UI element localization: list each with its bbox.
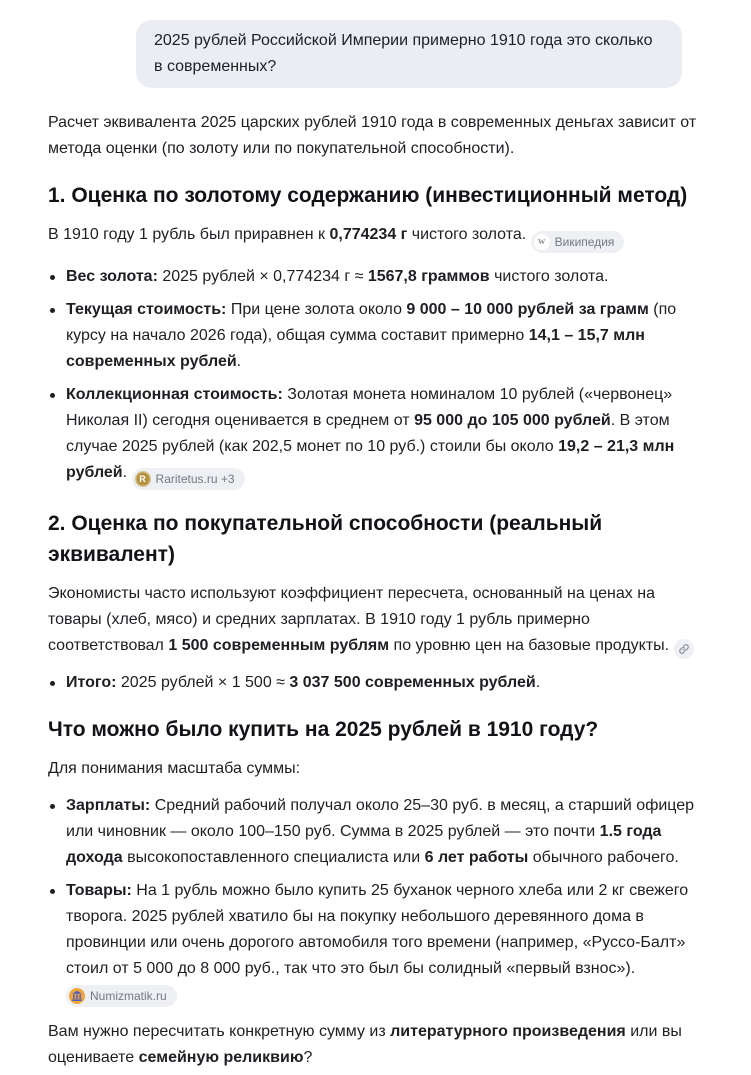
source-badge-wikipedia[interactable] (531, 231, 625, 253)
source-badge-raritetus[interactable] (132, 468, 245, 490)
source-badge-label: Numizmatik.ru (90, 989, 167, 1003)
section-heading: 2. Оценка по покупательной способности (реальный эквивалент) (48, 512, 603, 566)
answer-paragraph: Для понимания масштаба суммы: (48, 760, 301, 777)
bullet-item: Коллекционная стоимость: Золотая монета номиналом 10 рублей («червонец» Николая II) сегодня оценивается в среднем от 95 000 до 105 000 рублей. В этом случае 2025 рублей (как 202,5 монет по 10 руб.) стоили бы около 19,2 – 21,3 млн рублей. R Raritetus.ru +3 (48, 382, 706, 490)
coin-icon: R (135, 471, 151, 487)
source-badge-label: Википедия (554, 235, 615, 249)
answer-paragraph: Вам нужно пересчитать конкретную сумму из литературного произведения или вы оцениваете семейную реликвию? (48, 1023, 682, 1066)
user-message-row (48, 20, 706, 88)
source-badge-numizmatik[interactable] (66, 985, 177, 1007)
answer-paragraph: В 1910 году 1 рубль был приравнен к 0,774234 г чистого золота. w Википедия (48, 222, 706, 253)
section-heading: 1. Оценка по золотому содержанию (инвестиционный метод) (48, 184, 688, 207)
answer-paragraph: Экономисты часто используют коэффициент пересчета, основанный на ценах на товары (хлеб, мясо) и средних зарплатах. В 1910 году 1 рубль примерно соответствовал 1 500 современным рублям по уровню цен на базовые продукты. (48, 581, 706, 659)
bank-icon (69, 988, 85, 1004)
bullet-item: Текущая стоимость: При цене золота около 9 000 – 10 000 рублей за грамм (по курсу на начало 2026 года), общая сумма составит примерно 14,1 – 15,7 млн современных рублей. (48, 297, 706, 375)
link-icon[interactable] (674, 639, 694, 659)
bullet-item: Итого: 2025 рублей × 1 500 ≈ 3 037 500 современных рублей. (48, 670, 706, 696)
source-badge-label: Raritetus.ru +3 (155, 472, 235, 486)
user-message-text: 2025 рублей Российской Империи примерно 1910 года это сколько в современных? (154, 32, 653, 75)
section-heading: Что можно было купить на 2025 рублей в 1910 году? (48, 718, 599, 741)
user-message-bubble (136, 20, 682, 88)
bullet-item: Товары: На 1 рубль можно было купить 25 буханок черного хлеба или 2 кг свежего творога. 2025 рублей хватило бы на покупку небольшого деревянного дома в провинции или очень дорогого автомобиля того времени (например, «Руссо-Балт» стоил от 5 000 до 8 000 руб., так что это был бы солидный «первый взнос»). Numizmatik.ru (48, 878, 706, 1008)
wikipedia-icon: w (534, 234, 550, 250)
answer-paragraph: Расчет эквивалента 2025 царских рублей 1910 года в современных деньгах зависит от метода оценки (по золоту или по покупательной способности). (48, 114, 697, 157)
bullet-item: Вес золота: 2025 рублей × 0,774234 г ≈ 1567,8 граммов чистого золота. (48, 264, 706, 290)
bullet-item: Зарплаты: Средний рабочий получал около 25–30 руб. в месяц, а старший офицер или чиновник — около 100–150 руб. Сумма в 2025 рублей — это почти 1.5 года дохода высокопоставленного специалиста или 6 лет работы обычного рабочего. (48, 793, 706, 871)
assistant-response (48, 110, 706, 1071)
